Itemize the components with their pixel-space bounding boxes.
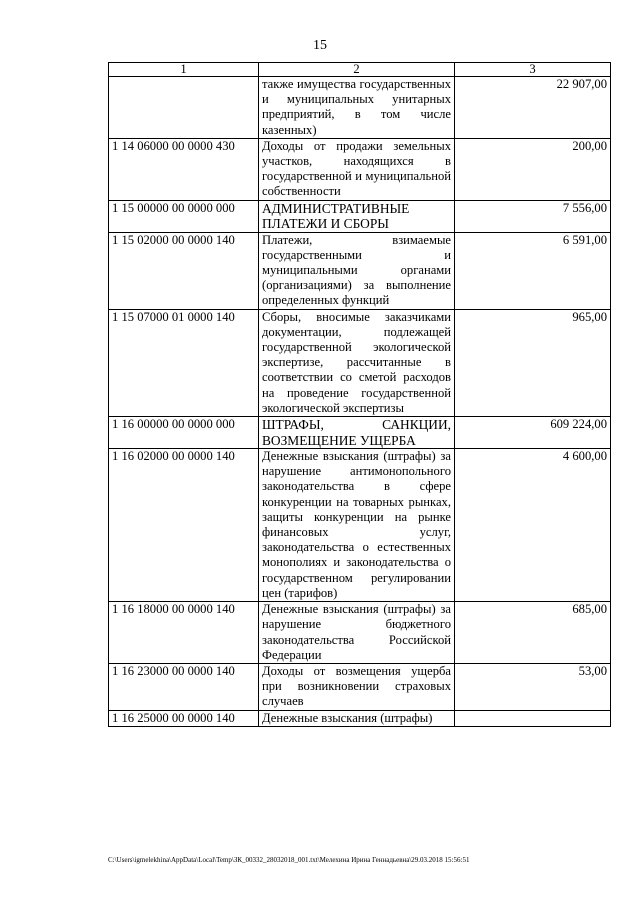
row-amount: 22 907,00 [455,77,611,139]
column-header-1: 1 [109,63,259,77]
row-amount: 609 224,00 [455,417,611,449]
row-description: Денежные взыскания (штрафы) за нарушение бюджетного законодательства Российской Федерации [259,602,455,664]
table-row [109,77,611,139]
row-description: также имущества государственных и муниципальных унитарных предприятий, в том числе казенных) [259,77,455,139]
row-amount: 53,00 [455,663,611,710]
table-row [109,417,611,449]
row-code: 1 16 18000 00 0000 140 [109,602,259,664]
row-description: ШТРАФЫ, САНКЦИИ, ВОЗМЕЩЕНИЕ УЩЕРБА [259,417,455,449]
table-row [109,663,611,710]
footer-file-path: C:\Users\igmelekhina\AppData\Local\Temp\ЗК_00332_28032018_001.txt\Мелехина Ирина Геннадьевна\29.03.2018 15:56:51 [108,856,470,864]
table-row [109,138,611,200]
row-code: 1 16 02000 00 0000 140 [109,449,259,602]
row-amount: 965,00 [455,309,611,416]
row-description: Платежи, взимаемые государственными и муниципальными органами (организациями) за выполнение определенных функций [259,232,455,309]
table-row [109,200,611,232]
row-code: 1 16 23000 00 0000 140 [109,663,259,710]
row-code: 1 14 06000 00 0000 430 [109,138,259,200]
row-code: 1 15 02000 00 0000 140 [109,232,259,309]
row-description: Сборы, вносимые заказчиками документации, подлежащей государственной экологической экспертизе, рассчитанные в соответствии со сметой расходов на проведение государственной экологической экспертизы [259,309,455,416]
row-code: 1 16 25000 00 0000 140 [109,710,259,726]
table-row [109,602,611,664]
table-row [109,309,611,416]
column-header-3: 3 [455,63,611,77]
row-amount: 7 556,00 [455,200,611,232]
row-description: Доходы от продажи земельных участков, находящихся в государственной и муниципальной собственности [259,138,455,200]
row-amount [455,710,611,726]
row-code: 1 15 00000 00 0000 000 [109,200,259,232]
table-row [109,710,611,726]
row-code: 1 15 07000 01 0000 140 [109,309,259,416]
row-description: АДМИНИСТРАТИВНЫЕ ПЛАТЕЖИ И СБОРЫ [259,200,455,232]
table-row [109,232,611,309]
row-amount: 4 600,00 [455,449,611,602]
column-header-2: 2 [259,63,455,77]
row-description: Денежные взыскания (штрафы) [259,710,455,726]
row-code: 1 16 00000 00 0000 000 [109,417,259,449]
row-amount: 6 591,00 [455,232,611,309]
row-description: Доходы от возмещения ущерба при возникновении страховых случаев [259,663,455,710]
table-header-row [109,63,611,77]
row-description: Денежные взыскания (штрафы) за нарушение антимонопольного законодательства в сфере конкуренции на товарных рынках, защиты конкуренции на рынке финансовых услуг, законодательства о естественных монополиях и законодательства о государственном регулировании цен (тарифов) [259,449,455,602]
revenue-table [108,62,611,727]
row-amount: 685,00 [455,602,611,664]
row-amount: 200,00 [455,138,611,200]
table-row [109,449,611,602]
page-number: 15 [313,38,327,53]
row-code [109,77,259,139]
